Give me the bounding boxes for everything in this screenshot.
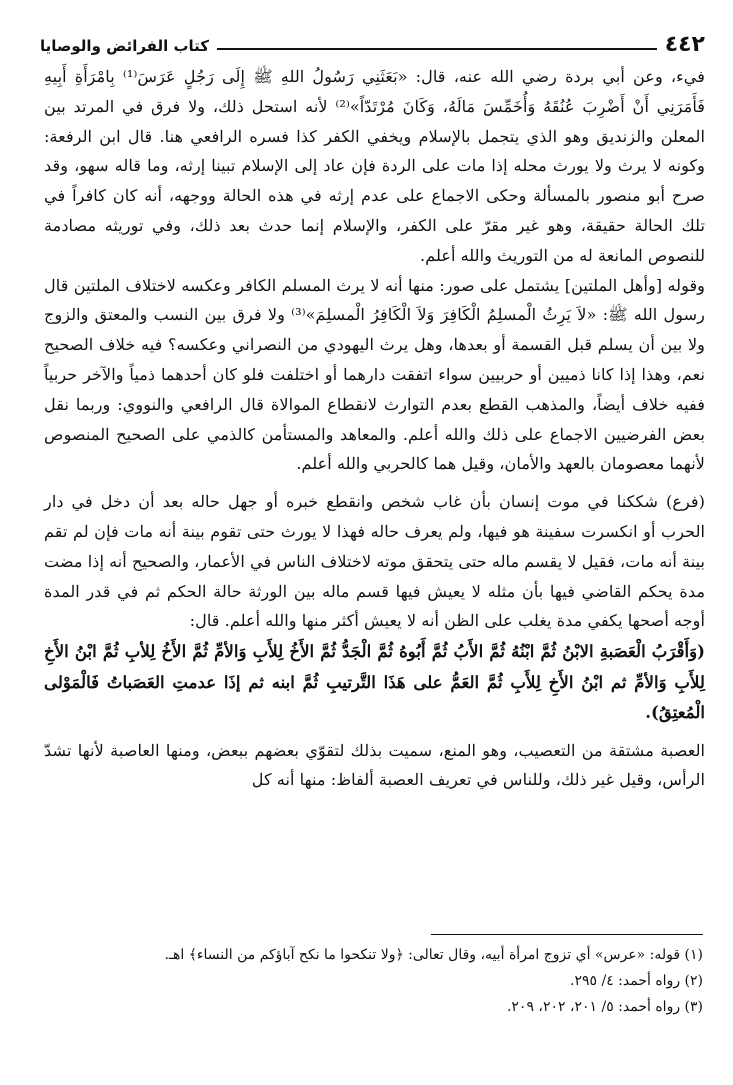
paragraph: فيء، وعن أبي بردة رضي الله عنه، قال: «بَعَثَنِي رَسُولُ اللهِ ﷺ إِلَى رَجُلٍ عَرَسَ⁽¹⁾ بِامْرَأَةِ أَبِيهِ فَأَمَرَنِي أَنْ أَضْرِبَ عُنُقَهُ وَأُخَمِّسَ مَالَهُ، وَكَانَ مُرْتَدّاً»⁽²⁾ لأنه استحل ذلك، ولا فرق في المرتد بين المعلن والزنديق وهو الذي يتجمل بالإسلام ويخفي الكفر كذا فسره الرافعي هنا. قال ابن الرفعة: وكونه لا يرث ولا يورث محله إذا مات على الردة فإن عاد إلى الإسلام تبينا إرثه، وما قاله سهو، وقد صرح أبو منصور بالمسألة وحكى الاجماع على عدم إرثه في هذه الحالة ووجهه، أنه كان كافراً في تلك الحالة حقيقة، وهو غير مقرّ على الكفر، والإسلام إنما حدث بعد ذلك، وفي توريثه مصادمة للنصوص المانعة له من التوريث والله أعلم. — [44, 67, 706, 265]
footnote: (٣) رواه أحمد: ٥/ ٢٠١، ٢٠٢، ٢٠٩. — [506, 999, 703, 1015]
footnote: (٢) رواه أحمد: ٤/ ٢٩٥. — [570, 973, 703, 989]
footnote-rule — [431, 934, 703, 935]
page-header — [40, 24, 705, 58]
page-number: ٤٤٢ — [664, 32, 705, 57]
paragraph: العصبة مشتقة من التعصيب، وهو المنع، سميت بذلك لتقوّي بعضهم ببعض، ومنها العاصبة لأنها تشدّ الرأس، وقيل غير ذلك، وللناس في تعريف العصبة ألفاظ: منها أنه كل — [44, 740, 705, 790]
header-rule — [217, 48, 657, 50]
main-text — [44, 62, 705, 795]
footnote: (١) قوله: «عرس» أي تزوج امرأة أبيه، وقال تعالى: ﴿ولا تنكحوا ما نكح آباؤكم من النساء﴾ اهـ. — [164, 947, 703, 963]
paragraph: (فرع) شككنا في موت إنسان بأن غاب شخص وانقطع خبره أو جهل حاله بعد أن دخل في دار الحرب أو انكسرت سفينة هو فيها، ولم يعرف حاله فهذا لا يورث حتى تقوم بينة أنه مات فإن لم تقم بينة أنه مات، فقيل لا يقسم ماله حتى يتحقق موته لاختلاف الناس في الأعمار، والصحيح أنه إذا مضت مدة يحكم القاضي فيها بأن مثله لا يعيش فيها قسم ماله بين الورثة حالة الحكم ثم في قدر المدة أوجه أصحها يكفي مدة يغلب على الظن أنه لا يعيش أكثر منها والله أعلم. قال: — [44, 492, 705, 631]
book-title: كتاب الفرائض والوصايا — [40, 37, 210, 55]
matn-quote: (وَأَقْرَبُ الْعَصَبةِ الابْنُ ثُمَّ ابْنُهُ ثُمَّ الأَبُ ثُمَّ أَبُوهُ ثُمَّ الْجَدُّ ثُمَّ الأَخُ لِلأَبِ وَالأمِّ ثُمَّ الأَخُ لِلأبِ ثُمَّ ابْنُ الأَخِ لِلأَبِ وَالأمِّ ثم ابْنُ الأَخِ لِلأَبِ ثُمَّ العَمُّ على هَذَا التَّرتيبِ ثُمَّ ابنه ثم إذَا عدمتِ العَصَباتُ فَالْمَوْلى الْمُعتِقُ). — [44, 641, 705, 723]
paragraph: وقوله [وأهل الملتين] يشتمل على صور: منها أنه لا يرث المسلم الكافر وعكسه لاختلاف الملتين قال رسول الله ﷺ: «لاَ يَرِثُ الْمسلِمُ الْكَافِرَ وَلاَ الْكَافِرُ الْمسلِمَ»⁽³⁾ ولا فرق بين النسب والمعتق والزوج ولا بين أن يسلم قبل القسمة أو بعدها، وهل يرث اليهودي من النصراني وعكسه؟ فيه خلاف الصحيح نعم، وهذا إذا كانا ذميين أو حربيين سواء اتفقت دارهما أو اختلفت فلو كان أحدهما ذمياً والآخر حربياً ففيه خلاف أيضاً، والمذهب القطع بعدم التوارث لانقطاع الموالاة قال الرافعي والنووي: وربما نقل بعض الفرضيين الاجماع على ذلك والله أعلم. والمعاهد والمستأمن كالذمي على الصحيح المنصوص لأنهما معصومان بالعهد والأمان، وقيل هما كالحربي والله أعلم. — [44, 275, 706, 474]
